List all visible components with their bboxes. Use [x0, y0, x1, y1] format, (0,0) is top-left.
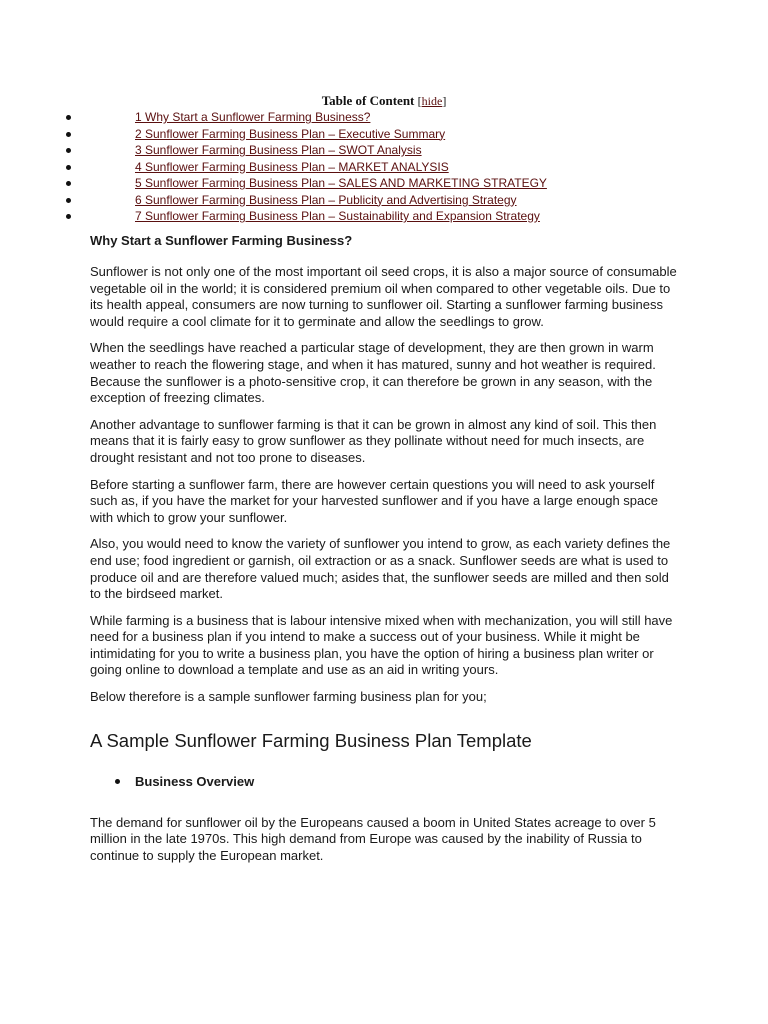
- toc-item: [0, 143, 768, 160]
- sample-heading: A Sample Sunflower Farming Business Plan Template: [90, 729, 532, 751]
- bullet-icon: [66, 132, 71, 137]
- toc-list: [0, 110, 768, 226]
- why-paragraph-1: Sunflower is not only one of the most important oil seed crops, it is also a major source of consumable vegetable oil in the world; it is considered premium oil when compared to other vegetable oils. Due to its health appeal, consumers are now turning to sunflower oil. Starting a sunflower farming business would require a cool climate for it to germinate and allow the seedlings to grow.: [90, 264, 677, 329]
- toc-link-1[interactable]: 1 Why Start a Sunflower Farming Business?: [135, 110, 371, 124]
- toc-link-3[interactable]: 3 Sunflower Farming Business Plan – SWOT Analysis: [135, 143, 422, 157]
- overview-paragraph: The demand for sunflower oil by the Europeans caused a boom in United States acreage to over 5 million in the late 1970s. This high demand from Europe was caused by the inability of Russia to continue to supply the European market.: [90, 814, 656, 863]
- toc-item: [0, 110, 768, 127]
- article-body: [90, 233, 680, 874]
- section-item-label: Business Overview: [135, 773, 255, 789]
- toc-title-text: Table of Content: [321, 93, 415, 108]
- toc-item: [0, 209, 768, 226]
- toc-hide-wrap: [hide]: [417, 94, 447, 108]
- why-paragraph-3: Another advantage to sunflower farming is that it can be grown in almost any kind of soil. This then means that it is fairly easy to grow sunflower as they pollinate without need for much insects, are drought resistant and not too prone to diseases.: [90, 416, 657, 465]
- toc-item: [0, 160, 768, 177]
- toc-link-4[interactable]: 4 Sunflower Farming Business Plan – MARKET ANALYSIS: [135, 159, 449, 174]
- why-paragraph-6: While farming is a business that is labour intensive mixed when with mechanization, you will still have need for a business plan if you intend to make a success out of your business. While it might be intimidating for you to write a business plan, you have the option of hiring a business plan writer or going online to download a template and use as an aid in writing yours.: [90, 612, 673, 678]
- toc-link-6[interactable]: 6 Sunflower Farming Business Plan – Publicity and Advertising Strategy: [135, 192, 517, 207]
- section-item-business-overview: [90, 774, 680, 789]
- bullet-icon: [66, 165, 71, 170]
- why-paragraph-2: When the seedlings have reached a particular stage of development, they are then grown in warm weather to reach the flowering stage, and when it has matured, sunny and hot weather is required. Because the sunflower is a photo-sensitive crop, it can therefore be grown in any season, with the exception of freezing climates.: [90, 340, 656, 406]
- toc-link-7[interactable]: 7 Sunflower Farming Business Plan – Sustainability and Expansion Strategy: [135, 209, 540, 223]
- toc-hide-link[interactable]: hide: [421, 94, 443, 108]
- bullet-icon: [66, 181, 71, 186]
- toc-link-2[interactable]: 2 Sunflower Farming Business Plan – Executive Summary: [135, 126, 446, 141]
- bullet-icon: [66, 115, 71, 120]
- toc-item: [0, 127, 768, 144]
- why-heading: Why Start a Sunflower Farming Business?: [90, 233, 353, 248]
- why-paragraph-5: Also, you would need to know the variety of sunflower you intend to grow, as each variety defines the end use; food ingredient or garnish, oil extraction or as a snack. Sunflower seeds are what is used to produce oil and are therefore valued much; asides that, the sunflower seeds are milled and then sold to the birdseed market.: [90, 536, 671, 602]
- why-paragraph-7: Below therefore is a sample sunflower farming business plan for you;: [90, 689, 487, 705]
- why-paragraph-4: Before starting a sunflower farm, there are however certain questions you will need to ask yourself such as, if you have the market for your harvested sunflower and if you have a large enough space with which to grow your sunflower.: [90, 476, 659, 525]
- bullet-icon: [66, 148, 71, 153]
- bullet-icon: [115, 779, 120, 784]
- toc-item: [0, 193, 768, 210]
- toc-title: [0, 93, 768, 109]
- bullet-icon: [66, 198, 71, 203]
- bullet-icon: [66, 214, 71, 219]
- toc-item: [0, 176, 768, 193]
- section-list: [90, 774, 680, 789]
- toc-link-5[interactable]: 5 Sunflower Farming Business Plan – SALES AND MARKETING STRATEGY: [135, 176, 547, 190]
